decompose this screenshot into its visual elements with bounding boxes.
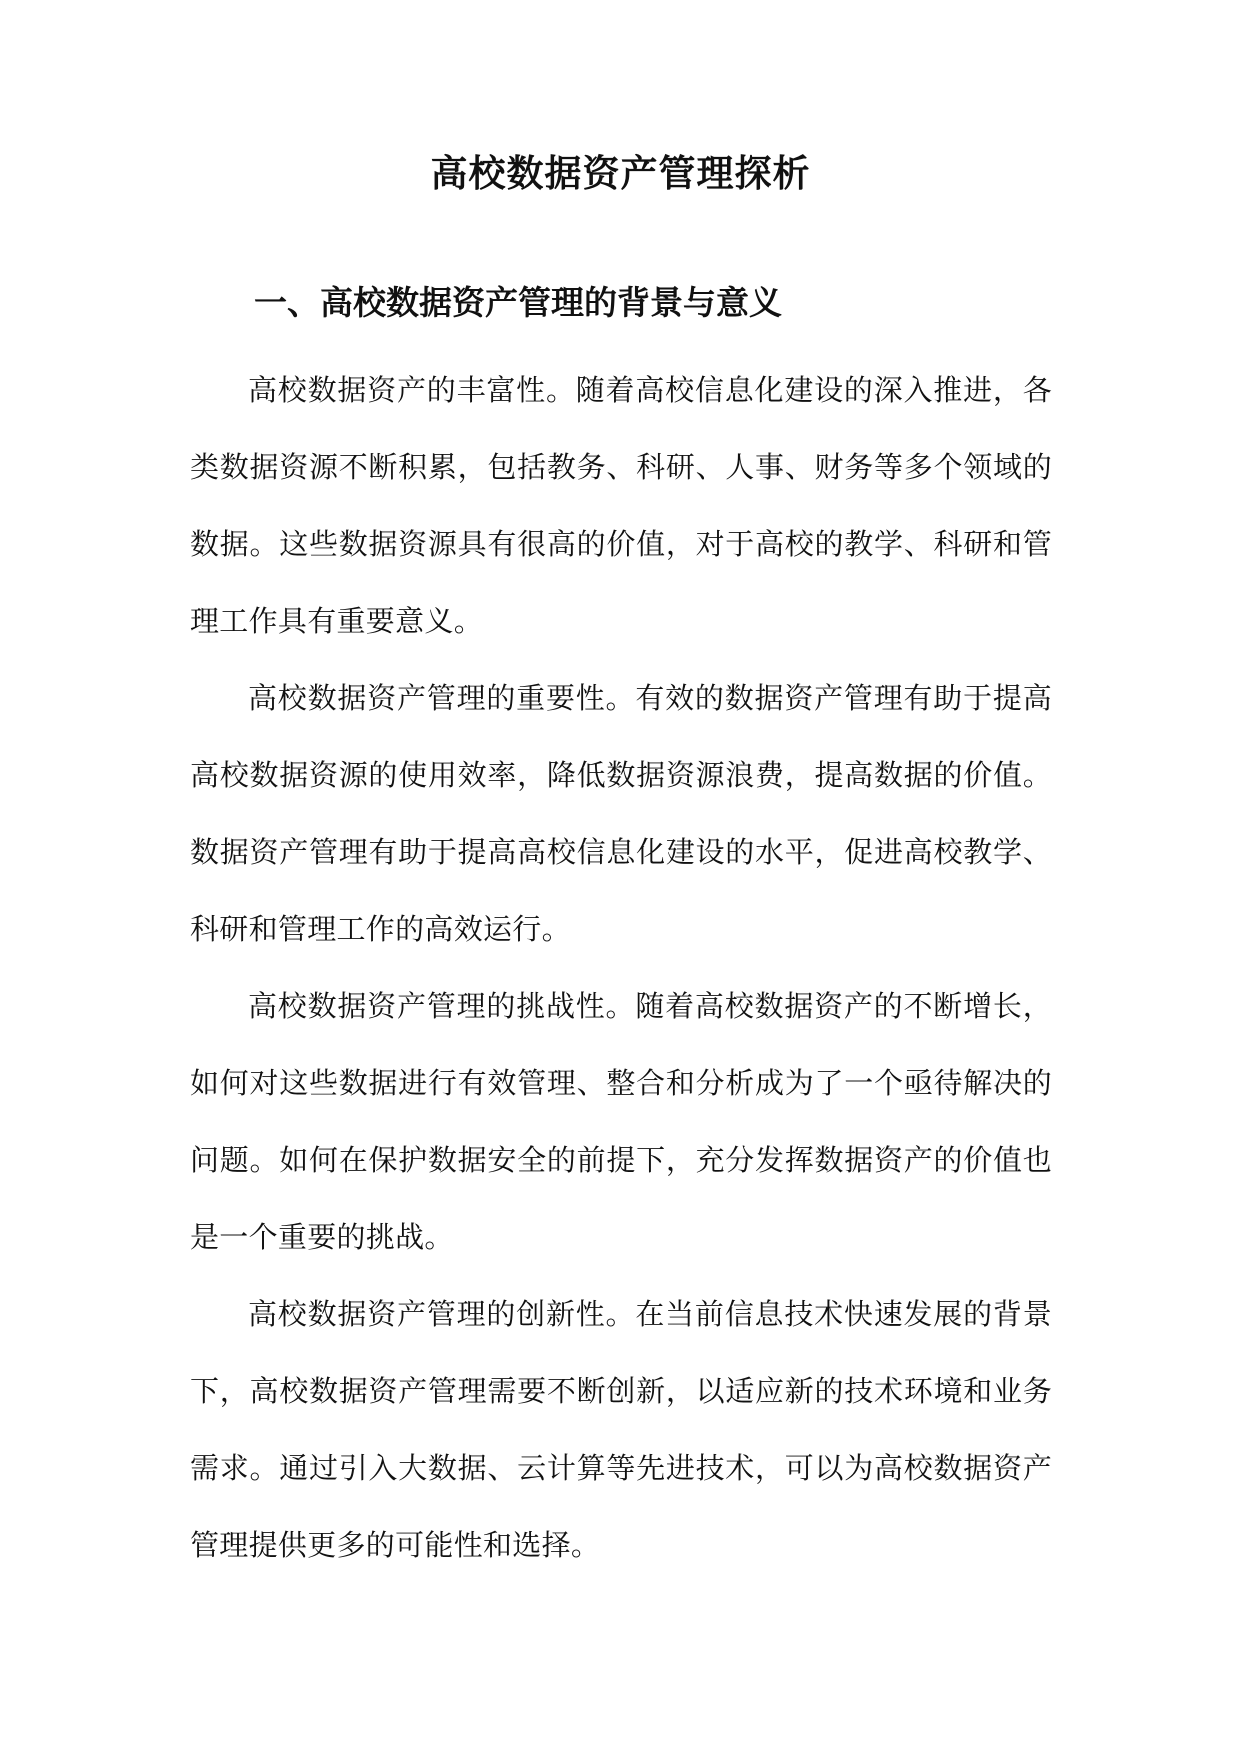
document-body: [190, 352, 1052, 1584]
document-title: 高校数据资产管理探析: [430, 151, 811, 195]
paragraph: 高校数据资产管理的创新性。在当前信息技术快速发展的背景下，高校数据资产管理需要不断创新，以适应新的技术环境和业务需求。通过引入大数据、云计算等先进技术，可以为高校数据资产管理提供更多的可能性和选择。: [190, 1297, 1052, 1562]
paragraph: 高校数据资产管理的挑战性。随着高校数据资产的不断增长，如何对这些数据进行有效管理、整合和分析成为了一个亟待解决的问题。如何在保护数据安全的前提下，充分发挥数据资产的价值也是一个重要的挑战。: [190, 989, 1052, 1254]
paragraph: 高校数据资产的丰富性。随着高校信息化建设的深入推进，各类数据资源不断积累，包括教务、科研、人事、财务等多个领域的数据。这些数据资源具有很高的价值，对于高校的教学、科研和管理工作具有重要意义。: [190, 373, 1052, 638]
section-heading: 一、高校数据资产管理的背景与意义: [254, 283, 782, 322]
paragraph: 高校数据资产管理的重要性。有效的数据资产管理有助于提高高校数据资源的使用效率，降低数据资源浪费，提高数据的价值。数据资产管理有助于提高高校信息化建设的水平，促进高校教学、科研和管理工作的高效运行。: [190, 681, 1052, 946]
